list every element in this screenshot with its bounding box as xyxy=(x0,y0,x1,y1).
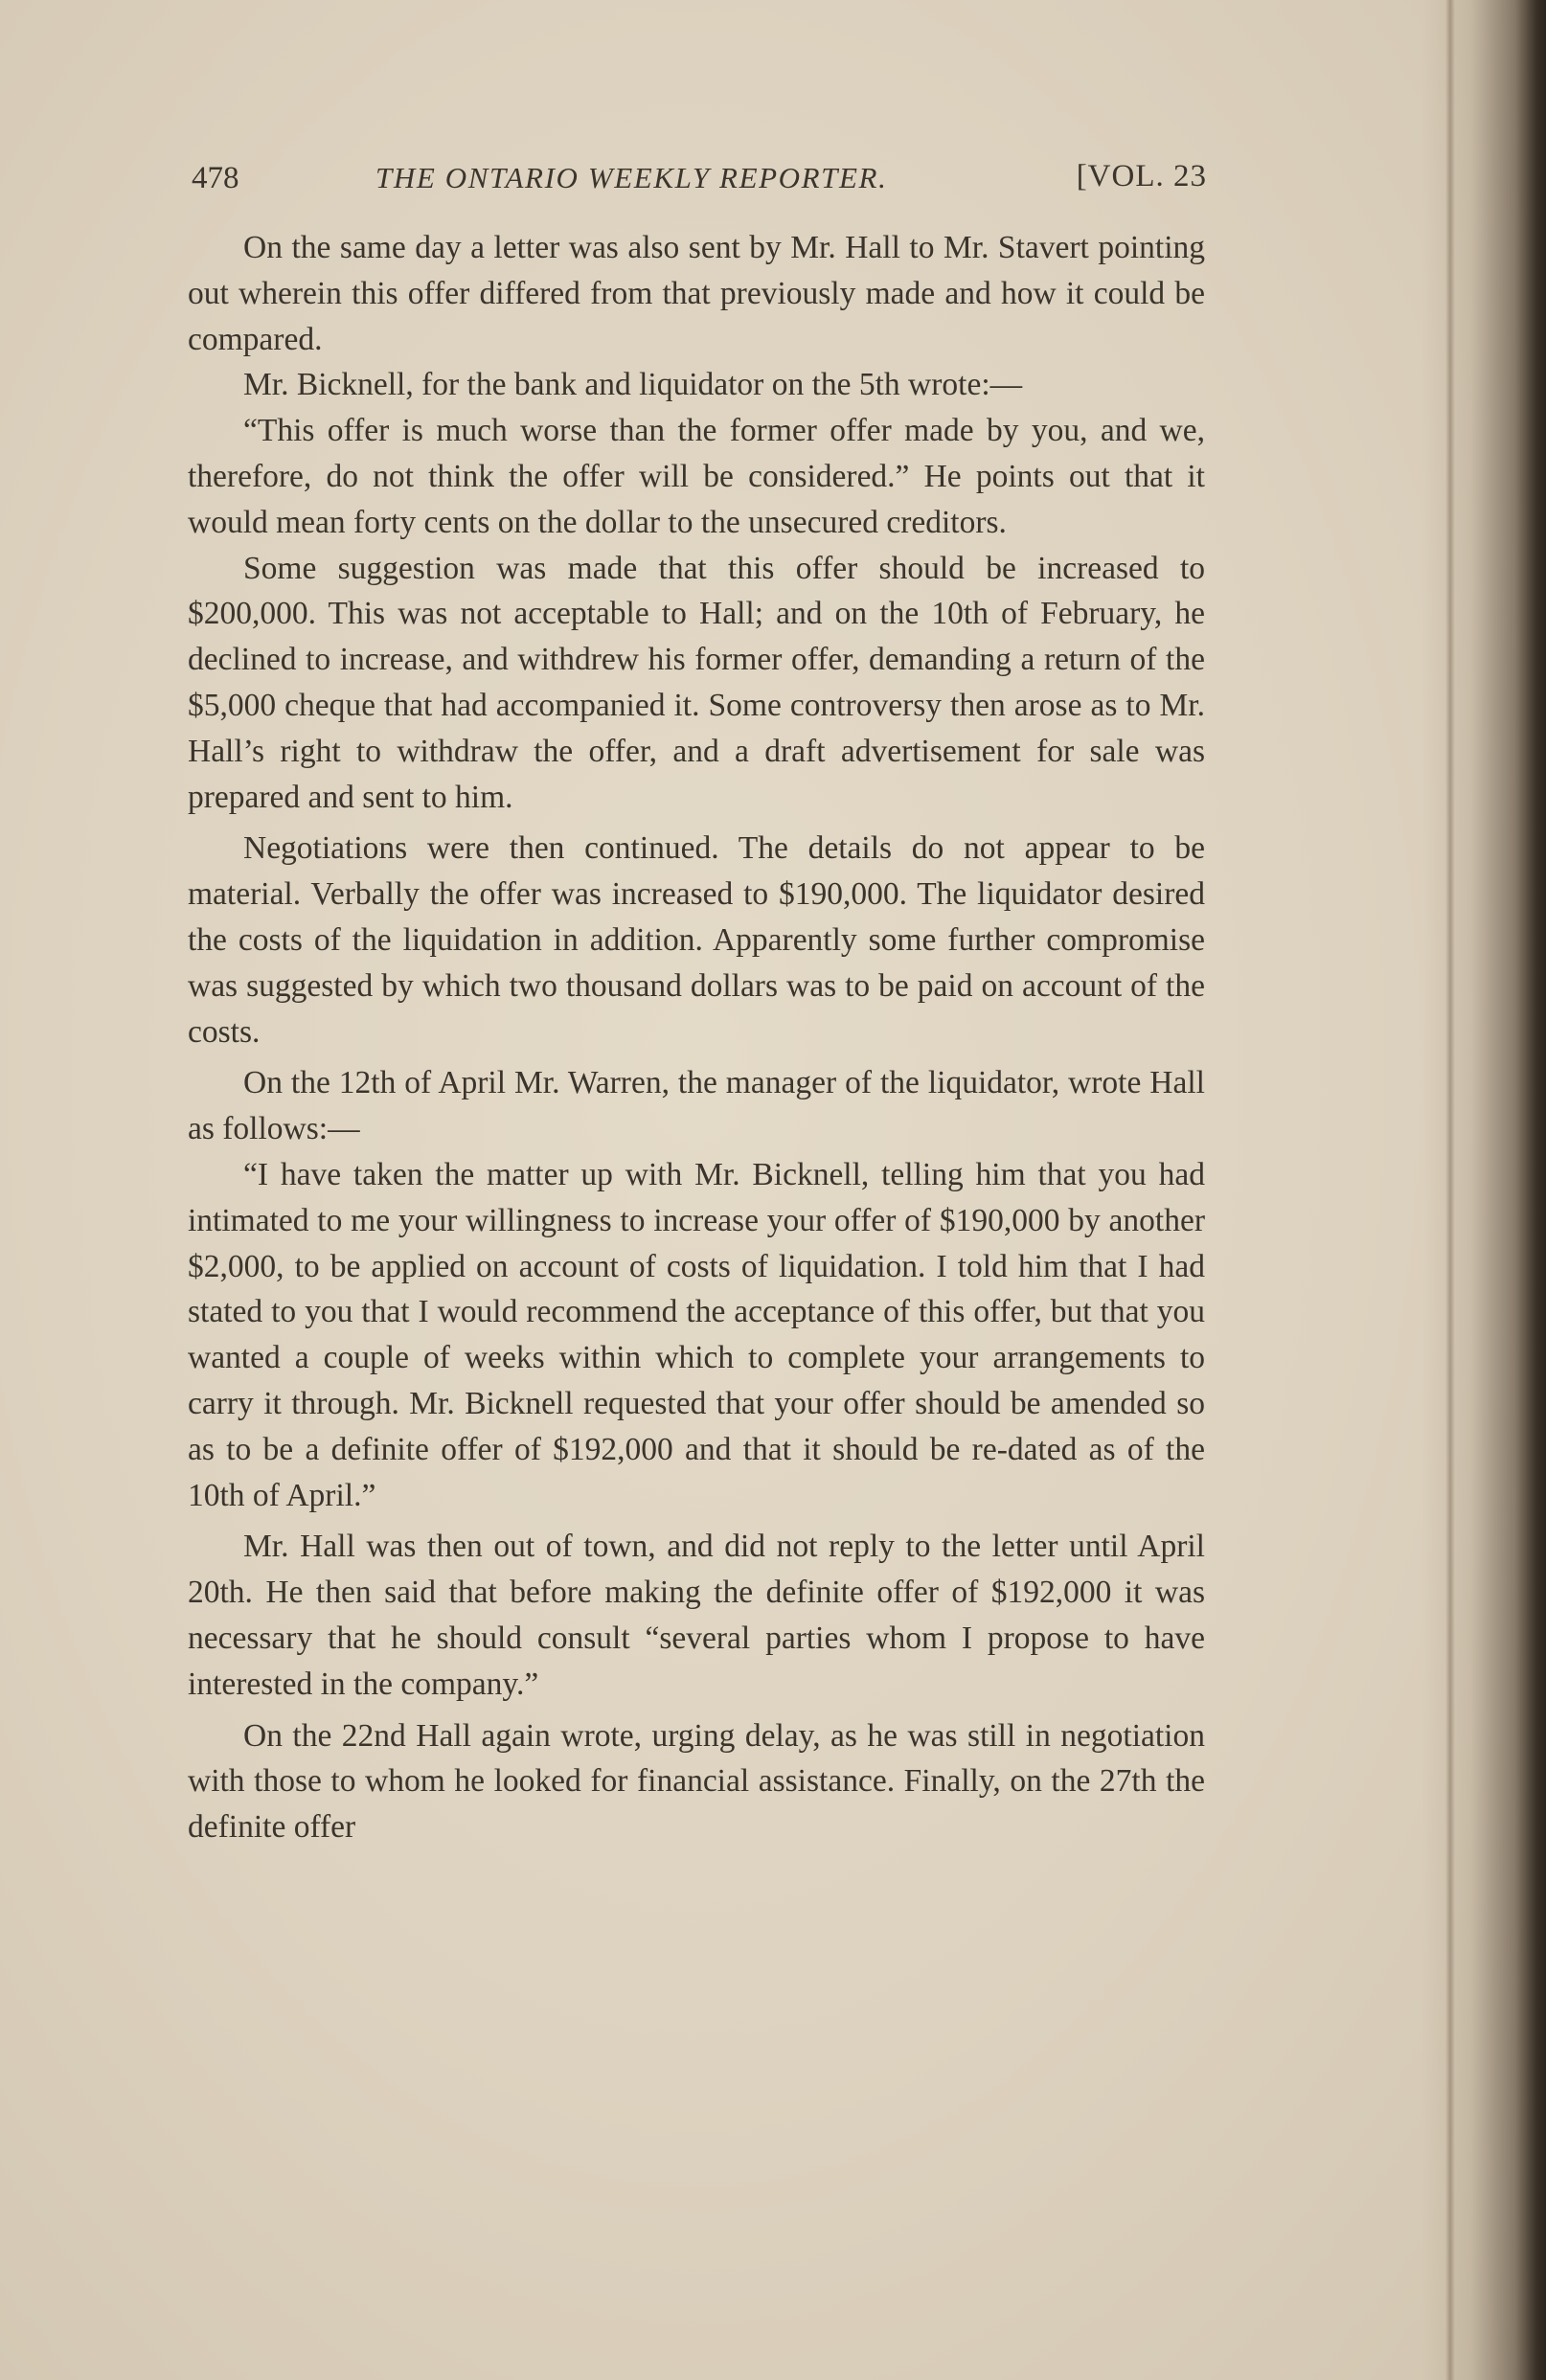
paragraph: Mr. Bicknell, for the bank and liquidator on the 5th wrote:— xyxy=(243,367,1023,403)
volume-label: [VOL. 23 xyxy=(1076,159,1207,193)
paragraph: Mr. Hall was then out of town, and did not reply to the letter until April 20th. He then said that before making the definite offer of $192,000 it was necessary that he should consult “several parties whom I propose to have interested in the company.” xyxy=(188,1529,1205,1702)
paragraph: Negotiations were then continued. The details do not appear to be material. Verbally the offer was increased to $190,000. The liquidator desired the costs of the liquidation in addition. Apparently some further compromise was suggested by which two thousand dollars was to be paid on account of the costs. xyxy=(188,830,1205,1050)
paragraph: On the 22nd Hall again wrote, urging delay, as he was still in negotiation with those to whom he looked for financial assistance. Finally, on the 27th the definite offer xyxy=(188,1717,1205,1846)
quoted-paragraph: “This offer is much worse than the former offer made by you, and we, therefore, do not think the offer will be considered.” He points out that it would mean forty cents on the dollar to the unsecured creditors. xyxy=(188,413,1205,540)
running-head xyxy=(192,153,1207,211)
page-number: 478 xyxy=(192,161,239,195)
paragraph: On the 12th of April Mr. Warren, the manager of the liquidator, wrote Hall as follows:— xyxy=(188,1065,1205,1147)
book-gutter xyxy=(1421,0,1546,2380)
journal-title: THE ONTARIO WEEKLY REPORTER. xyxy=(375,161,888,194)
paragraph: Some suggestion was made that this offer should be increased to $200,000. This was not acceptable to Hall; and on the 10th of February, he declined to increase, and withdrew his former offer, demanding a return of the $5,000 cheque that had accompanied it. Some controversy then arose as to Mr. Hall’s right to withdraw the offer, and a draft advertisement for sale was prepared and sent to him. xyxy=(188,550,1205,815)
quoted-paragraph: “I have taken the matter up with Mr. Bicknell, telling him that you had intimated to me your willingness to increase your offer of $190,000 by another $2,000, to be applied on account of costs of liquidation. I told him that I had stated to you that I would recommend the acceptance of this offer, but that you wanted a couple of weeks within which to complete your arrangements to carry it through. Mr. Bicknell requested that your offer should be amended so as to be a definite offer of $192,000 and that it should be re-dated as of the 10th of April.” xyxy=(188,1156,1205,1513)
body-text xyxy=(188,225,1205,1850)
paragraph: On the same day a letter was also sent by Mr. Hall to Mr. Stavert pointing out wherein this offer differed from that previously made and how it could be compared. xyxy=(188,230,1205,357)
